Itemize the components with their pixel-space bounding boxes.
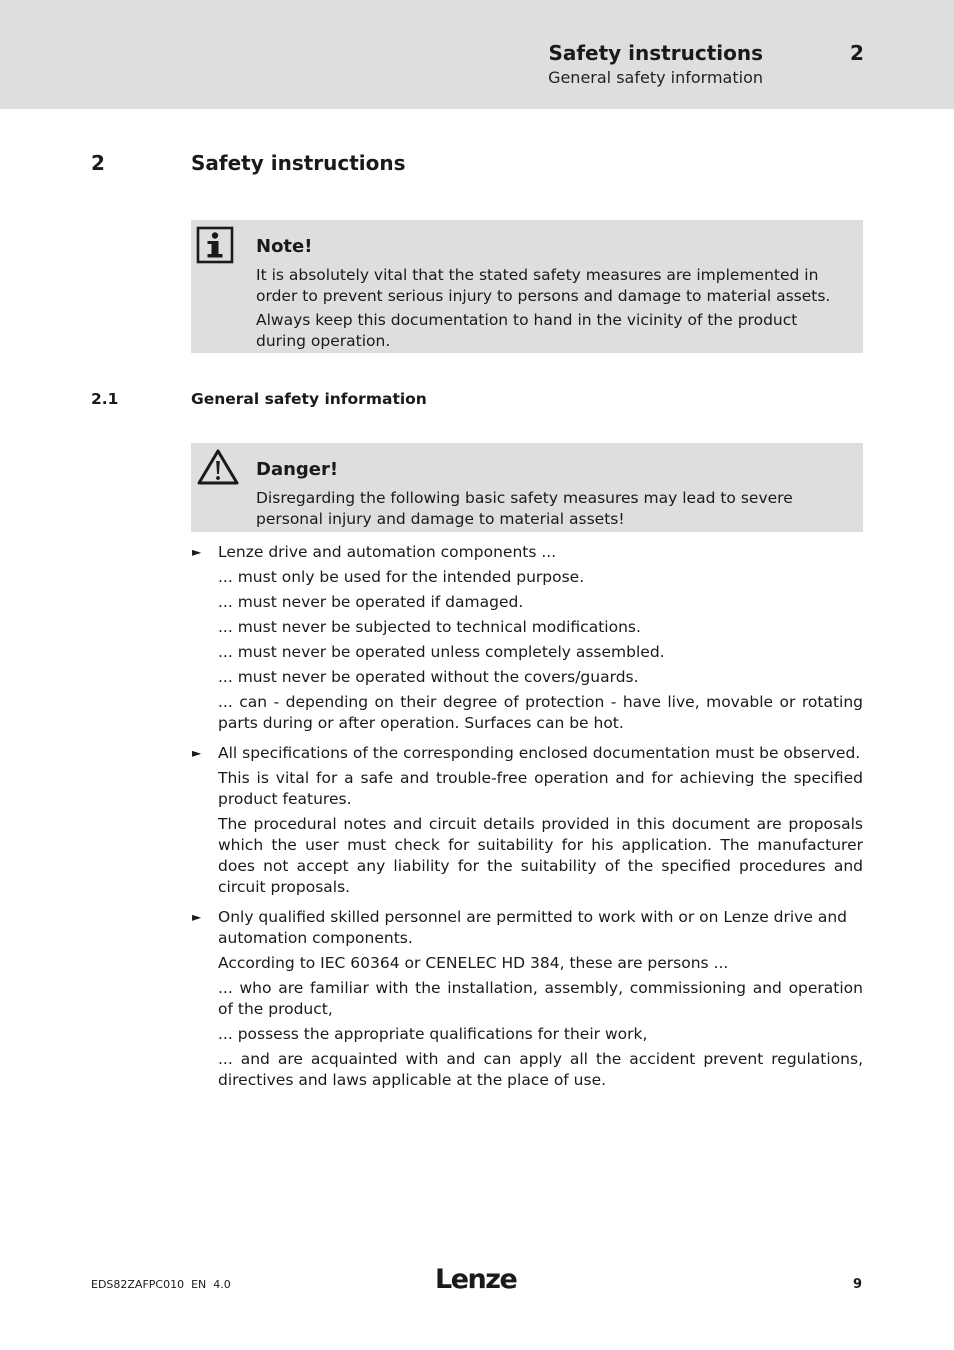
item-paragraph: ... must never be operated if damaged. <box>218 593 524 611</box>
note-title: Note! <box>256 236 313 257</box>
header-title: Safety instructions <box>548 41 763 65</box>
header-chapter-number: 2 <box>850 41 864 65</box>
note-box <box>191 220 863 353</box>
danger-title: Danger! <box>256 459 339 480</box>
item-paragraph: According to IEC 60364 or CENELEC HD 384, these are persons ... <box>218 954 729 972</box>
bullet-arrow-icon: ► <box>192 746 202 760</box>
item-lead: Lenze drive and automation components ... <box>218 543 557 561</box>
note-paragraph: It is absolutely vital that the stated safety measures are implemented in order to prevent serious injury to persons and damage to material assets. <box>256 266 831 305</box>
safety-list <box>191 542 863 1100</box>
list-item <box>191 743 863 898</box>
danger-box <box>191 443 863 532</box>
item-paragraph: This is vital for a safe and trouble-free operation and for achieving the specified product features. <box>218 769 863 808</box>
list-item <box>191 907 863 1091</box>
subsection-title: General safety information <box>191 390 427 408</box>
section-title: Safety instructions <box>191 151 406 175</box>
section-number: 2 <box>91 151 105 175</box>
note-paragraph: Always keep this documentation to hand in the vicinity of the product during operation. <box>256 311 798 350</box>
footer-doc-id: EDS82ZAFPC010 EN 4.0 <box>91 1278 231 1291</box>
bullet-arrow-icon: ► <box>192 910 202 924</box>
danger-text: Disregarding the following basic safety measures may lead to severe personal injury and damage to material assets! <box>256 489 793 528</box>
note-text <box>256 265 851 351</box>
lenze-logo: Lenze <box>435 1264 517 1295</box>
item-paragraph: ... must never be operated unless completely assembled. <box>218 643 665 661</box>
info-icon <box>196 226 234 268</box>
item-paragraph: ... can - depending on their degree of protection - have live, movable or rotating parts during or after operation. Surfaces can be hot. <box>218 693 863 732</box>
item-paragraph: ... and are acquainted with and can apply all the accident prevent regulations, directives and laws applicable at the place of use. <box>218 1050 863 1089</box>
item-paragraph: ... possess the appropriate qualifications for their work, <box>218 1025 648 1043</box>
bullet-arrow-icon: ► <box>192 545 202 559</box>
item-paragraph: ... who are familiar with the installation, assembly, commissioning and operation of the product, <box>218 979 863 1018</box>
header-subtitle: General safety information <box>548 68 763 87</box>
item-paragraph: ... must only be used for the intended purpose. <box>218 568 585 586</box>
item-lead: All specifications of the corresponding enclosed documentation must be observed. <box>218 744 861 762</box>
item-paragraph: The procedural notes and circuit details provided in this document are proposals which the user must check for suitability for his application. The manufacturer does not accept any liability for the suitability of the specified procedures and circuit proposals. <box>218 815 863 896</box>
item-lead: Only qualified skilled personnel are permitted to work with or on Lenze drive and automation components. <box>218 908 847 947</box>
item-paragraph: ... must never be operated without the covers/guards. <box>218 668 639 686</box>
list-item <box>191 542 863 734</box>
subsection-number: 2.1 <box>91 390 119 408</box>
warning-triangle-icon <box>196 448 240 490</box>
page-header <box>0 0 954 109</box>
page-number: 9 <box>853 1277 863 1292</box>
item-paragraph: ... must never be subjected to technical modifications. <box>218 618 641 636</box>
